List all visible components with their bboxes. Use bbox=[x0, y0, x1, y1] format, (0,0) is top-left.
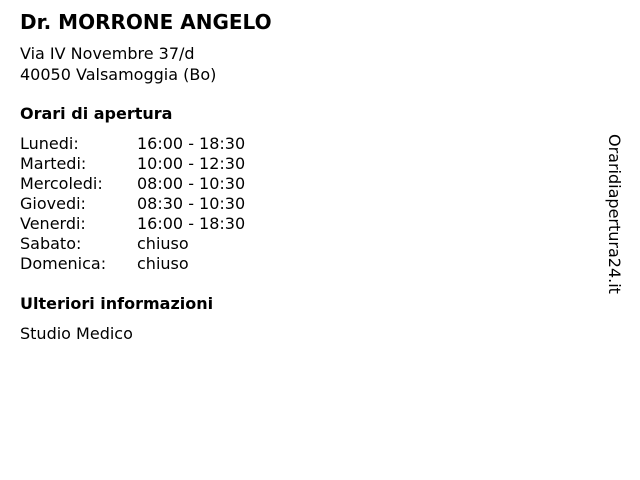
hours-time-value: chiuso bbox=[137, 234, 189, 253]
address-city: 40050 Valsamoggia (Bo) bbox=[20, 65, 217, 84]
address-street: Via IV Novembre 37/d bbox=[20, 44, 195, 63]
hours-time-value: 08:00 - 10:30 bbox=[137, 174, 246, 193]
further-info-value: Studio Medico bbox=[20, 324, 133, 343]
hours-time-value: 08:30 - 10:30 bbox=[137, 194, 246, 213]
address-block bbox=[20, 43, 216, 85]
hours-day-label: Lunedi: bbox=[20, 134, 79, 153]
hours-day-label: Venerdi: bbox=[20, 214, 86, 233]
hours-day-label: Domenica: bbox=[20, 254, 107, 273]
hours-time-value: 16:00 - 18:30 bbox=[137, 134, 246, 153]
doctor-name: Dr. MORRONE ANGELO bbox=[20, 10, 272, 34]
further-info-heading: Ulteriori informazioni bbox=[20, 294, 214, 313]
hours-day-label: Martedi: bbox=[20, 154, 87, 173]
site-watermark: Oraridiapertura24.it bbox=[605, 134, 624, 294]
opening-hours-heading: Orari di apertura bbox=[20, 104, 173, 123]
hours-day-label: Mercoledi: bbox=[20, 174, 103, 193]
hours-time-value: chiuso bbox=[137, 254, 189, 273]
hours-time-value: 16:00 - 18:30 bbox=[137, 214, 246, 233]
hours-day-label: Sabato: bbox=[20, 234, 82, 253]
hours-time-value: 10:00 - 12:30 bbox=[137, 154, 246, 173]
hours-day-label: Giovedi: bbox=[20, 194, 86, 213]
